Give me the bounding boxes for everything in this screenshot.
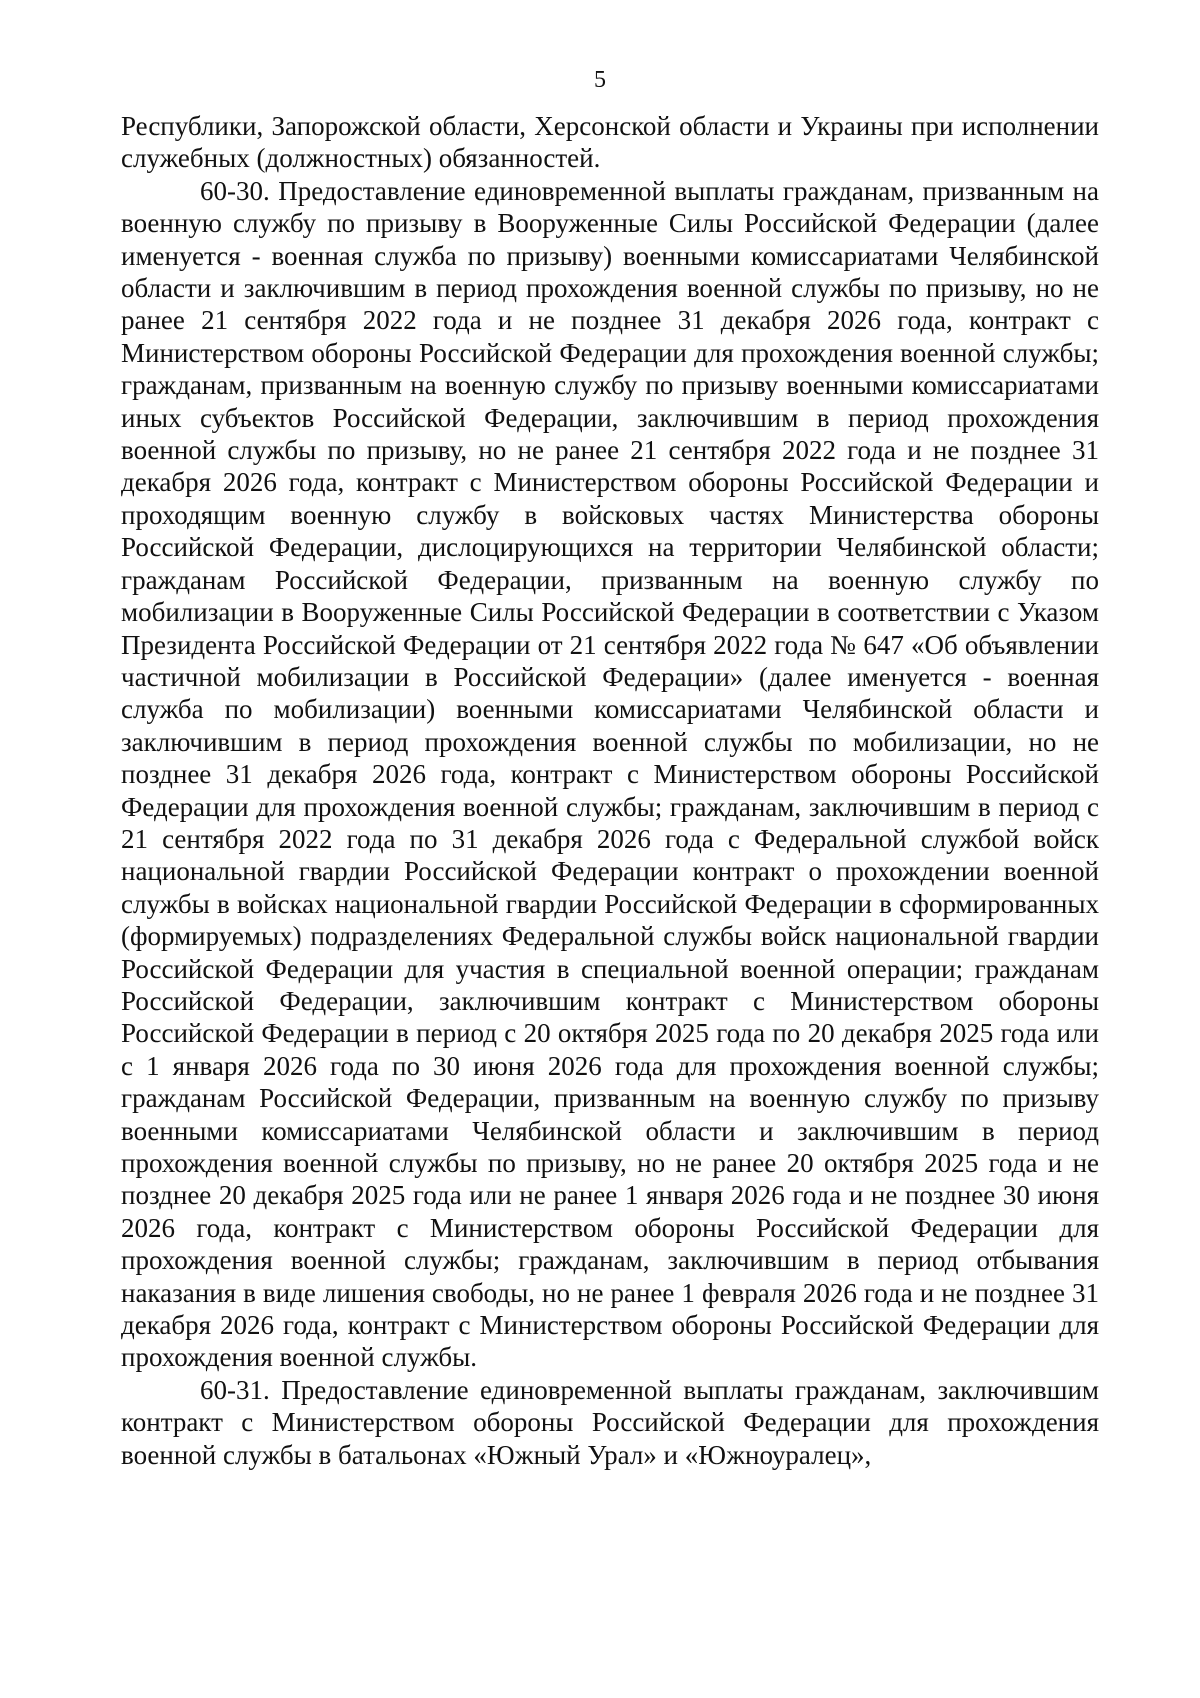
document-body <box>121 110 1099 1471</box>
paragraph-60-31: 60-31. Предоставление единовременной выплаты гражданам, заключившим контракт с Министерством обороны Российской Федерации для прохождения военной службы в батальонах «Южный Урал» и «Южноуралец», <box>121 1374 1099 1470</box>
paragraph-continuation: Республики, Запорожской области, Херсонской области и Украины при исполнении служебных (должностных) обязанностей. <box>121 111 1099 174</box>
page-number: 5 <box>594 67 606 93</box>
paragraph-60-30: 60-30. Предоставление единовременной выплаты гражданам, призванным на военную службу по призыву в Вооруженные Силы Российской Федерации (далее именуется - военная служба по призыву) военными комиссариатами Челябинской области и заключившим в период прохождения военной службы по призыву, но не ранее 21 сентября 2022 года и не позднее 31 декабря 2026 года, контракт с Министерством обороны Российской Федерации для прохождения военной службы; гражданам, призванным на военную службу по призыву военными комиссариатами иных субъектов Российской Федерации, заключившим в период прохождения военной службы по призыву, но не ранее 21 сентября 2022 года и не позднее 31 декабря 2026 года, контракт с Министерством обороны Российской Федерации и проходящим военную службу в войсковых частях Министерства обороны Российской Федерации, дислоцирующихся на территории Челябинской области; гражданам Российской Федерации, призванным на военную службу по мобилизации в Вооруженные Силы Российской Федерации в соответствии с Указом Президента Российской Федерации от 21 сентября 2022 года № 647 «Об объявлении частичной мобилизации в Российской Федерации» (далее именуется - военная служба по мобилизации) военными комиссариатами Челябинской области и заключившим в период прохождения военной службы по мобилизации, но не позднее 31 декабря 2026 года, контракт с Министерством обороны Российской Федерации для прохождения военной службы; гражданам, заключившим в период с 21 сентября 2022 года по 31 декабря 2026 года с Федеральной службой войск национальной гвардии Российской Федерации контракт о прохождении военной службы в войсках национальной гвардии Российской Федерации в сформированных (формируемых) подразделениях Федеральной службы войск национальной гвардии Российской Федерации для участия в специальной военной операции; гражданам Российской Федерации, заключившим контракт с Министерством обороны Российской Федерации в период с 20 октября 2025 года по 20 декабря 2025 года или с 1 января 2026 года по 30 июня 2026 года для прохождения военной службы; гражданам Российской Федерации, призванным на военную службу по призыву военными комиссариатами Челябинской области и заключившим в период прохождения военной службы по призыву, но не ранее 20 октября 2025 года и не позднее 20 декабря 2025 года или не ранее 1 января 2026 года и не позднее 30 июня 2026 года, контракт с Министерством обороны Российской Федерации для прохождения военной службы; гражданам, заключившим в период отбывания наказания в виде лишения свободы, но не ранее 1 февраля 2026 года и не позднее 31 декабря 2026 года, контракт с Министерством обороны Российской Федерации для прохождения военной службы. <box>121 175 1099 1373</box>
